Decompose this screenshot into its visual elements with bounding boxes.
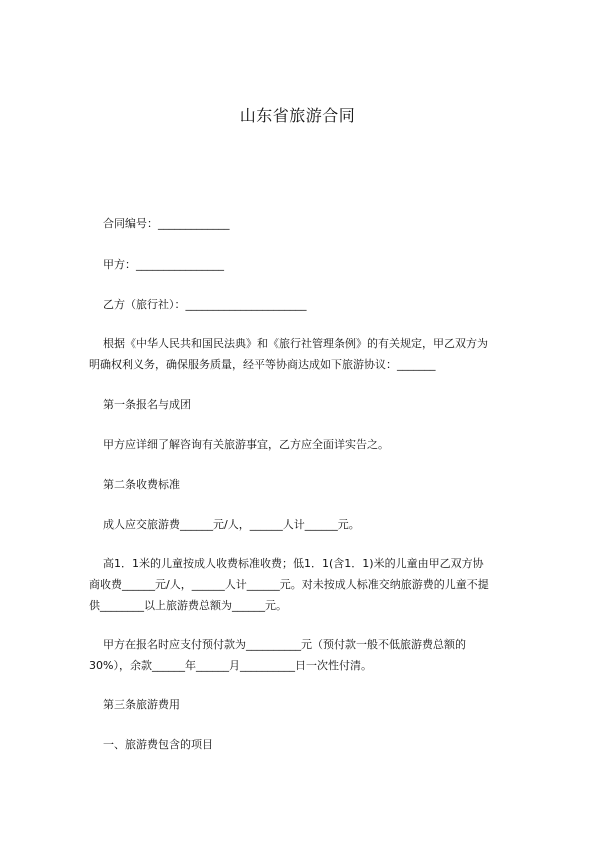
article-3-heading: 第三条旅游费用 bbox=[103, 698, 180, 711]
intro-line-2: 明确权利义务，确保服务质量，经平等协商达成如下旅游协议：_______ bbox=[89, 358, 436, 371]
party-b-line: 乙方（旅行社）：______________________ bbox=[103, 298, 307, 311]
document-title: 山东省旅游合同 bbox=[239, 106, 356, 125]
intro-line-1: 根据《中华人民共和国民法典》和《旅行社管理条例》的有关规定，甲乙双方为 bbox=[103, 337, 488, 350]
child-fee-line-3: 供________以上旅游费总额为______元。 bbox=[89, 599, 287, 612]
article-2-adult-fee: 成人应交旅游费______元/人，______人计______元。 bbox=[103, 518, 360, 531]
article-1-heading: 第一条报名与成团 bbox=[103, 398, 191, 411]
child-fee-line-1: 高1．1米的儿童按成人收费标准收费；低1．1(含1．1)米的儿童由甲乙双方协 bbox=[103, 557, 484, 570]
article-2-prepayment-paragraph bbox=[89, 634, 507, 676]
prepayment-line-2: 30%），余款______年______月__________日一次性付清。 bbox=[89, 659, 372, 672]
article-3-item-1: 一、旅游费包含的项目 bbox=[103, 738, 213, 751]
prepayment-line-1: 甲方在报名时应支付预付款为__________元（预付款一般不低旅游费总额的 bbox=[103, 638, 466, 651]
party-a-line: 甲方：________________ bbox=[103, 258, 224, 271]
article-2-heading: 第二条收费标准 bbox=[103, 478, 180, 491]
contract-number-line: 合同编号：_____________ bbox=[103, 217, 230, 230]
intro-paragraph bbox=[89, 333, 507, 375]
child-fee-line-2: 商收费______元/人，______人计______元。对未按成人标准交纳旅游费的儿童不提 bbox=[89, 578, 489, 591]
article-2-child-fee-paragraph bbox=[89, 553, 507, 616]
article-1-text: 甲方应详细了解咨询有关旅游事宜，乙方应全面详实告之。 bbox=[103, 438, 389, 451]
